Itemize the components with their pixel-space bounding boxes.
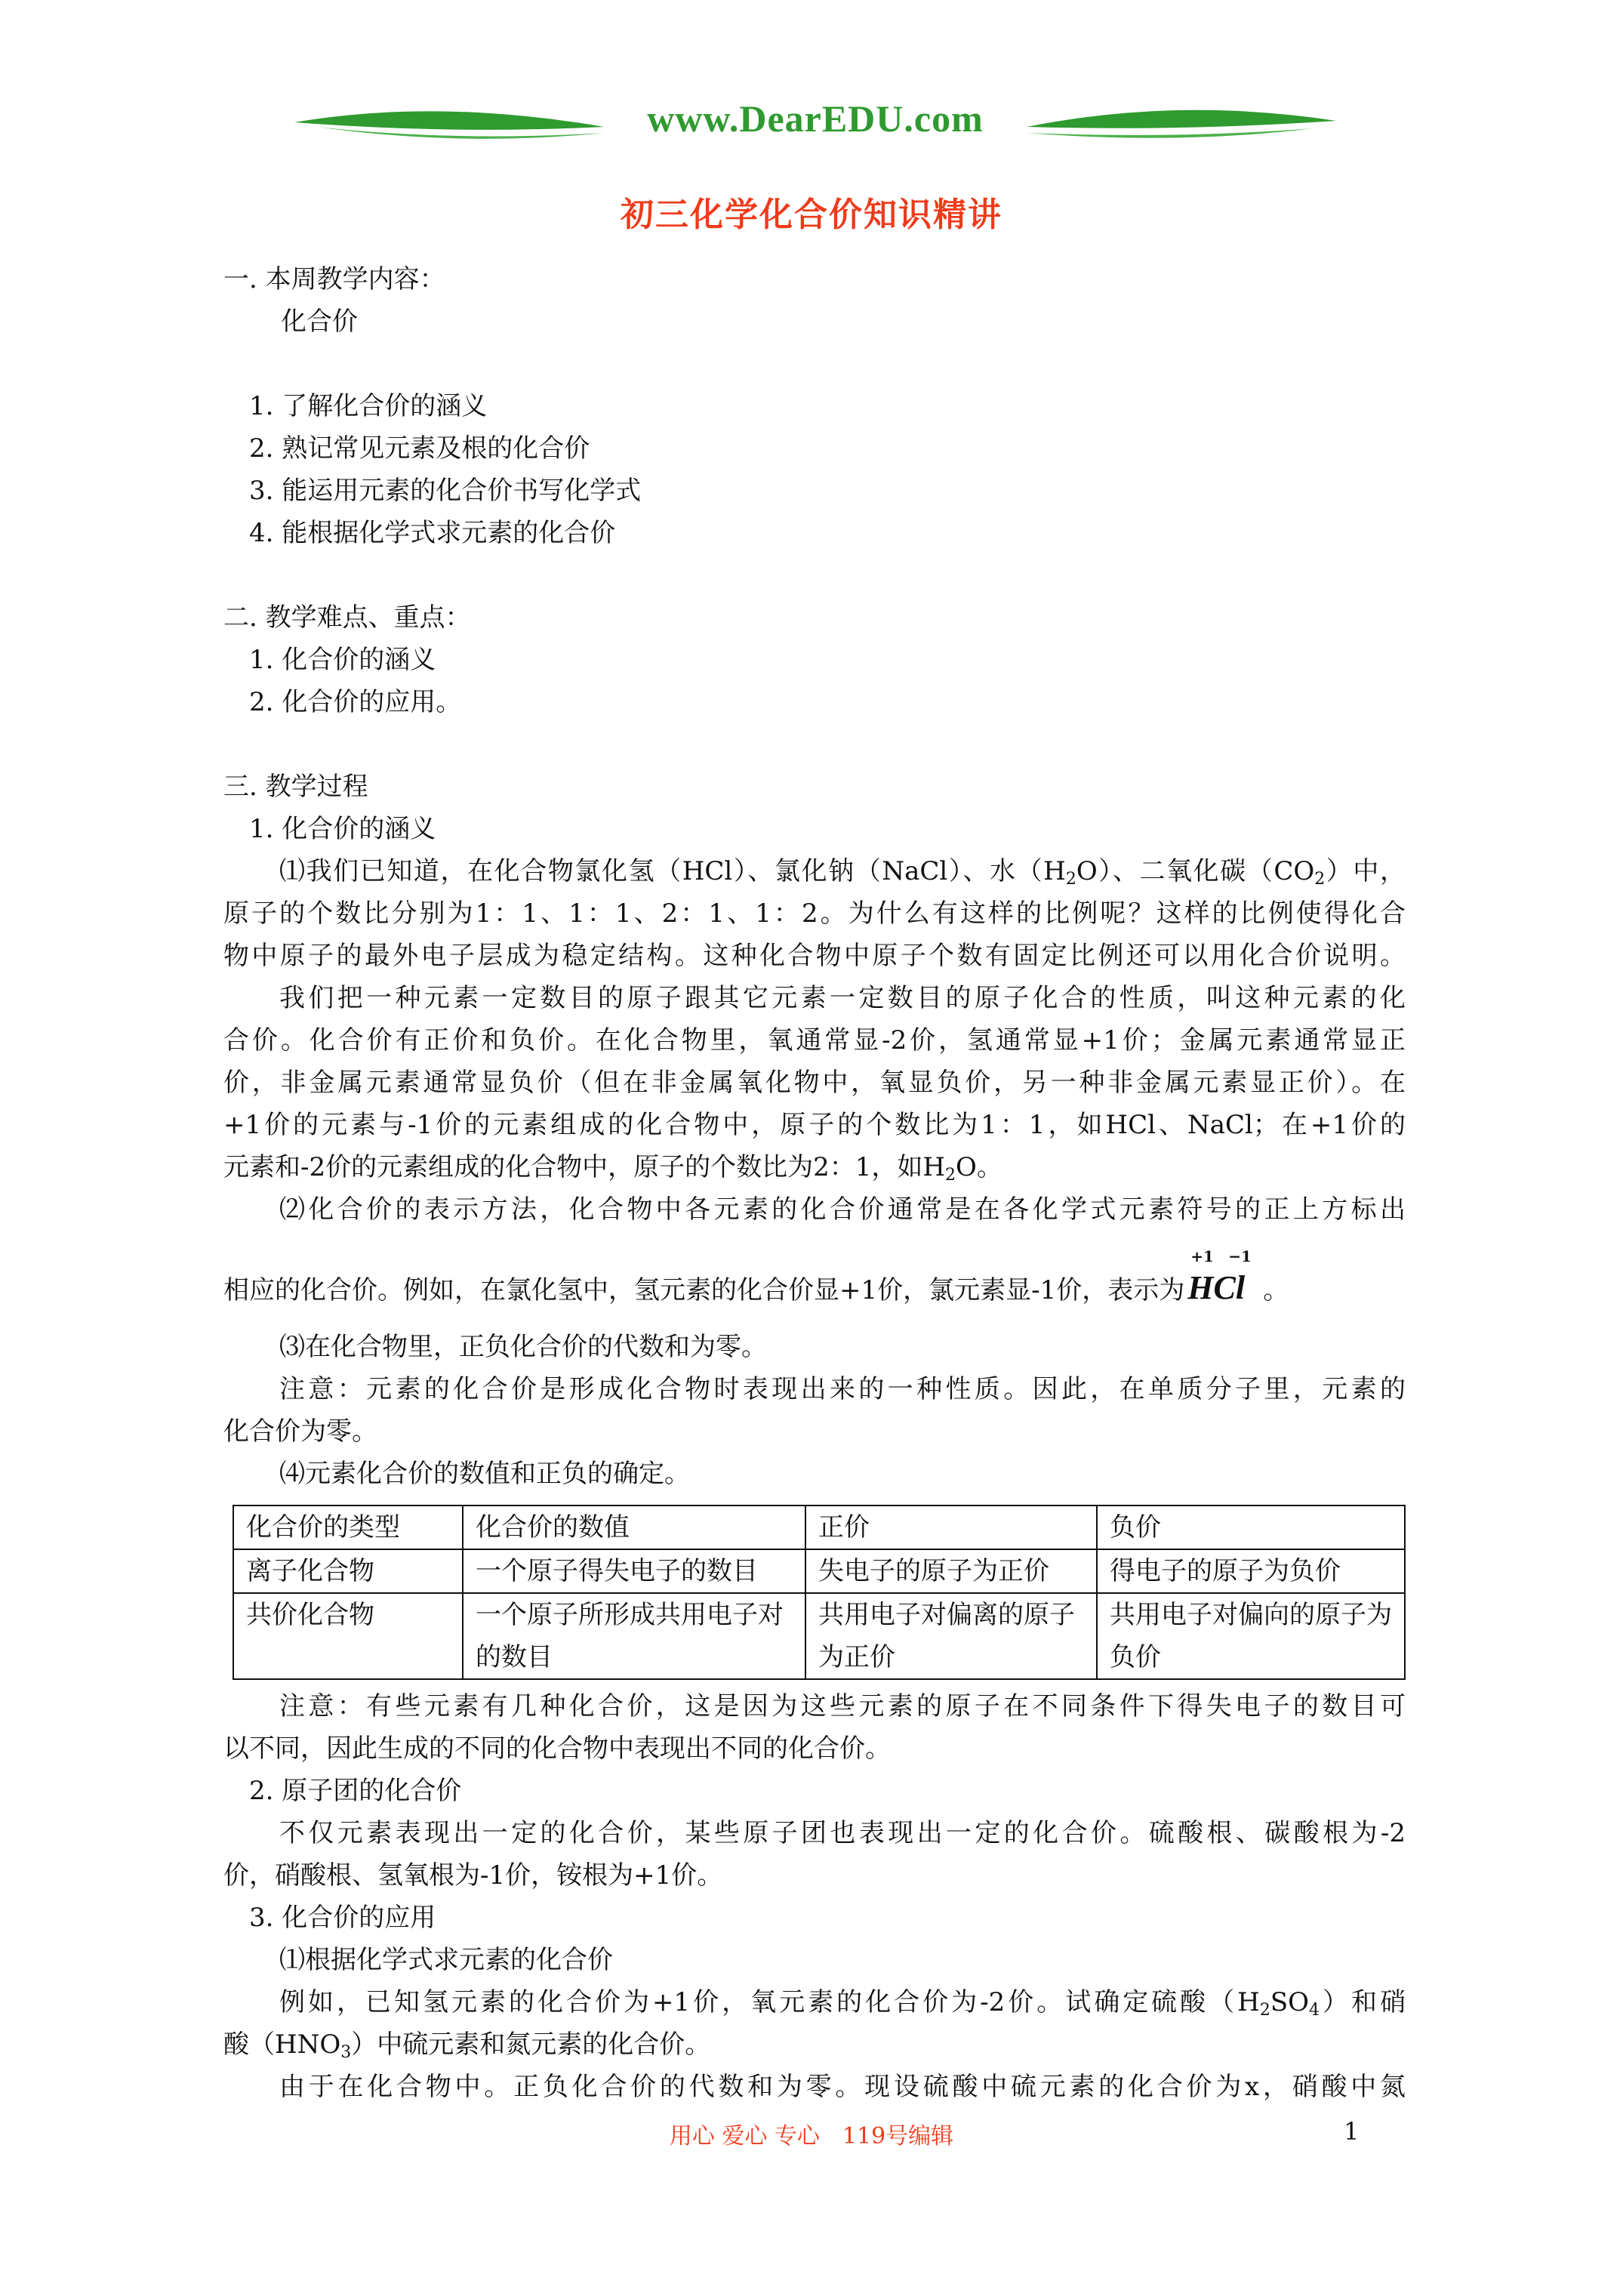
table-cell: 得电子的原子为负价	[1097, 1549, 1405, 1593]
paragraph-line: 例如，已知氢元素的化合价为+1价，氧元素的化合价为-2价。试确定硫酸$(H_2SO_4)$和硝	[279, 1987, 1406, 2020]
header-banner	[287, 91, 1344, 159]
section-heading: 二. 教学难点、重点：	[223, 603, 471, 633]
paragraph-line: ⑴我们已知道，在化合物氯化氢（HCl）、氯化钠（NaCl）、水$(H_2O)$、二氧化碳$(CO_2)$中，	[279, 856, 1406, 889]
paragraph-line: 合价。化合价有正价和负价。在化合物里，氧通常显-2价，氢通常显+1价；金属元素通常显正	[223, 1025, 1406, 1056]
subsection-heading: 1. 化合价的涵义	[249, 814, 436, 844]
paragraph-line: ⑵化合价的表示方法，化合物中各元素的化合价通常是在各化学式元素符号的正上方标出	[279, 1194, 1406, 1225]
site-logo-text: www.DearEDU.com	[647, 97, 984, 140]
table-header-cell: 正价	[805, 1505, 1097, 1549]
paragraph-line: ⑷元素化合价的数值和正负的确定。	[279, 1459, 690, 1489]
table-header-row	[233, 1505, 1405, 1549]
section-heading: 一. 本周教学内容：	[223, 264, 445, 294]
paragraph-line: 不仅元素表现出一定的化合价，某些原子团也表现出一定的化合价。硫酸根、碳酸根为-2	[279, 1818, 1406, 1848]
paragraph-line: 价，非金属元素通常显负价（但在非金属氧化物中，氧显负价，另一种非金属元素显正价）。在	[223, 1068, 1406, 1098]
list-item: 2. 化合价的应用。	[249, 687, 462, 717]
table-cell: 共用电子对偏离的原子为正价	[805, 1593, 1097, 1679]
table-cell: 共用电子对偏向的原子为负价	[1097, 1593, 1405, 1679]
paragraph-line: 价，硝酸根、氢氧根为-1价，铵根为+1价。	[223, 1860, 723, 1891]
footer-text: 用心 爱心 专心 119号编辑	[669, 2123, 954, 2150]
page-title: 初三化学化合价知识精讲	[621, 196, 1002, 234]
table-cell: 共价化合物	[233, 1593, 463, 1679]
list-item: 4. 能根据化学式求元素的化合价	[249, 518, 616, 548]
paragraph-line: 注意：元素的化合价是形成化合物时表现出来的一种性质。因此，在单质分子里，元素的	[279, 1374, 1406, 1404]
table-row	[233, 1549, 1405, 1593]
section-heading: 三. 教学过程	[223, 772, 368, 802]
paragraph-line: +1价的元素与-1价的元素组成的化合物中，原子的个数比为1：1，如HCl、NaCl；在+1价的	[223, 1110, 1406, 1140]
list-item: 3. 能运用元素的化合价书写化学式	[249, 476, 642, 506]
table-header-cell: 化合价的数值	[463, 1505, 805, 1549]
paragraph-line: 物中原子的最外电子层成为稳定结构。这种化合物中原子个数有固定比例还可以用化合价说明。	[223, 941, 1406, 971]
topic-line: 化合价	[281, 307, 358, 337]
page-number: 1	[1344, 2117, 1360, 2146]
subsection-heading: 3. 化合价的应用	[249, 1903, 436, 1933]
paragraph-line: 我们把一种元素一定数目的原子跟其它元素一定数目的原子化合的性质，叫这种元素的化	[279, 983, 1406, 1013]
paragraph-line: ⑴根据化学式求元素的化合价	[279, 1945, 613, 1975]
hcl-valence-formula: +1 −1 HCl	[1187, 1247, 1252, 1306]
table-cell: 一个原子得失电子的数目	[463, 1549, 805, 1593]
table-cell: 离子化合物	[233, 1549, 463, 1593]
valence-table	[233, 1505, 1406, 1680]
subsection-heading: 2. 原子团的化合价	[249, 1776, 462, 1806]
paragraph-line: 元素和-2价的元素组成的化合物中，原子的个数比为2：1，如$H_2O$。	[223, 1152, 1002, 1185]
list-item: 1. 了解化合价的涵义	[249, 391, 488, 421]
table-header-cell: 化合价的类型	[233, 1505, 463, 1549]
paragraph-line: 相应的化合价。例如，在氯化氢中，氢元素的化合价显+1价，氯元素显-1价，表示为 +1 −1 HCl 。	[223, 1247, 1289, 1306]
paragraph-line: 以不同，因此生成的不同的化合物中表现出不同的化合价。	[223, 1734, 891, 1764]
paragraph-line: 由于在化合物中。正负化合价的代数和为零。现设硫酸中硫元素的化合价为x，硝酸中氮	[279, 2072, 1406, 2102]
table-cell: 一个原子所形成共用电子对的数目	[463, 1593, 805, 1679]
list-item: 2. 熟记常见元素及根的化合价	[249, 433, 590, 464]
table-header-cell: 负价	[1097, 1505, 1405, 1549]
table-row	[233, 1593, 1405, 1679]
list-item: 1. 化合价的涵义	[249, 645, 436, 675]
paragraph-line: 注意：有些元素有几种化合价，这是因为这些元素的原子在不同条件下得失电子的数目可	[279, 1691, 1406, 1721]
paragraph-line: 原子的个数比分别为1：1、1：1、2：1、1：2。为什么有这样的比例呢？这样的比例使得化合	[223, 898, 1406, 929]
paragraph-line: 酸$(HNO_3)$中硫元素和氮元素的化合价。	[223, 2029, 711, 2062]
table-cell: 失电子的原子为正价	[805, 1549, 1097, 1593]
paragraph-line: 化合价为零。	[223, 1416, 377, 1447]
paragraph-line: ⑶在化合物里，正负化合价的代数和为零。	[279, 1332, 767, 1362]
